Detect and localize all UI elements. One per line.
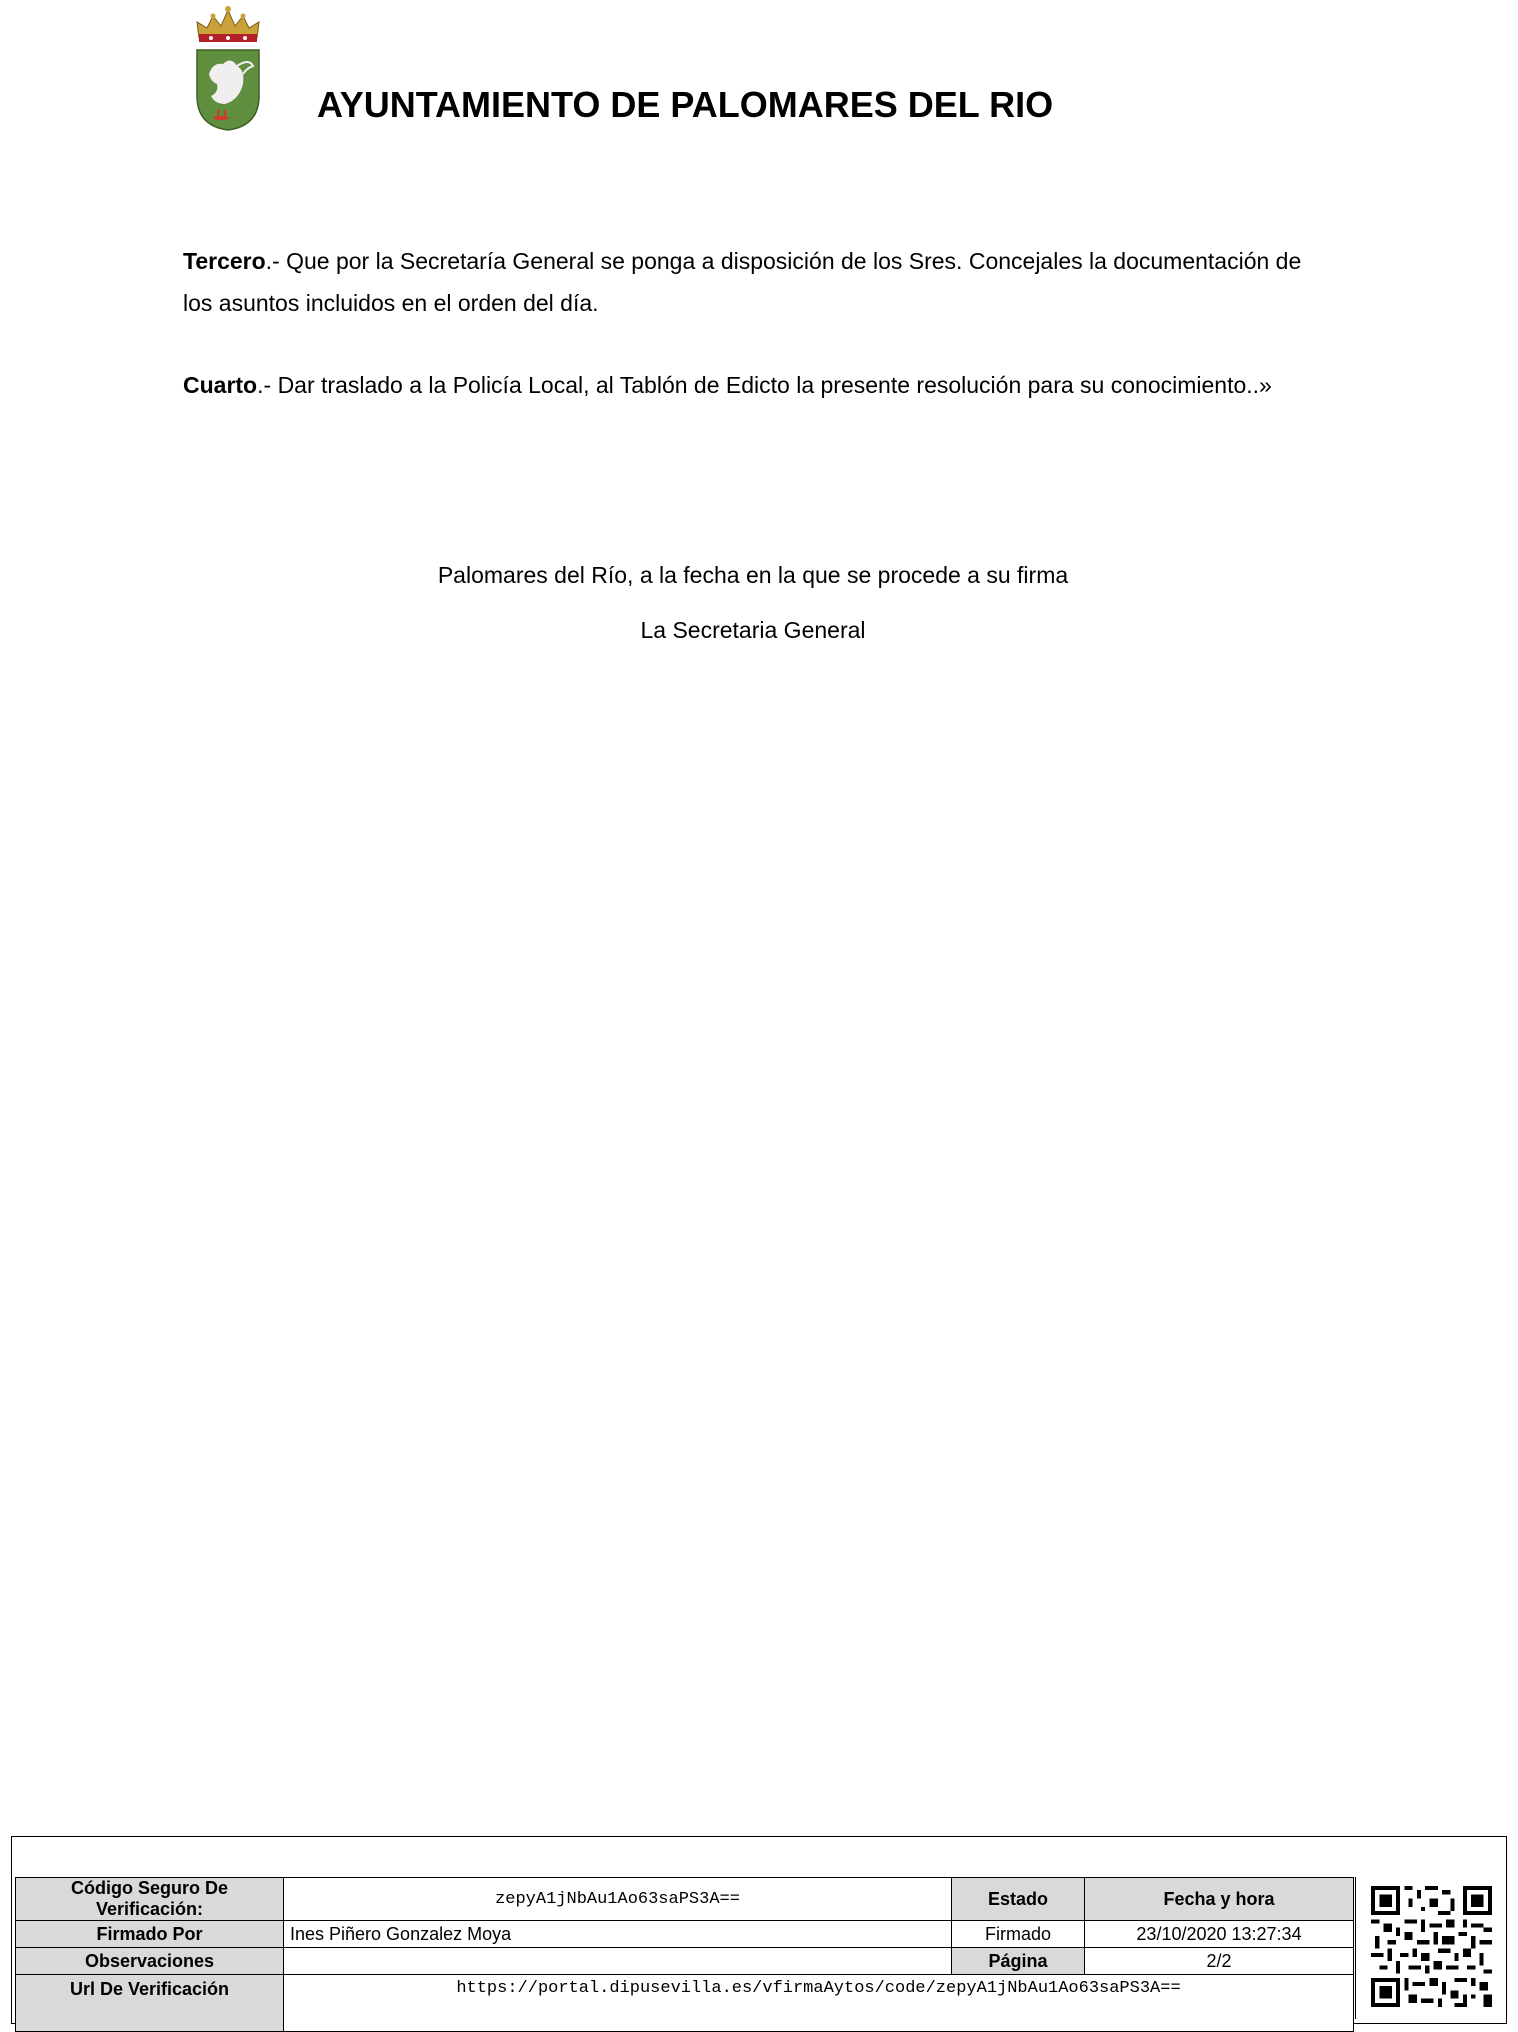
paragraph-tercero <box>183 240 1303 324</box>
closing-place-line: Palomares del Río, a la fecha en la que se procede a su firma <box>437 562 1069 588</box>
pagina-value: 2/2 <box>1085 1948 1354 1975</box>
municipal-crest-icon <box>191 4 265 132</box>
estado-value: Firmado <box>952 1921 1085 1948</box>
estado-label: Estado <box>952 1878 1085 1921</box>
firmado-label: Firmado Por <box>16 1921 284 1948</box>
paragraph-tercero-heading: Tercero <box>183 248 266 274</box>
fecha-label: Fecha y hora <box>1085 1878 1354 1921</box>
csv-value: zepyA1jNbAu1Ao63saPS3A== <box>284 1878 952 1921</box>
observaciones-label: Observaciones <box>16 1948 284 1975</box>
pagina-label: Página <box>952 1948 1085 1975</box>
signatory-title: La Secretaria General <box>640 617 866 643</box>
firmado-value: Ines Piñero Gonzalez Moya <box>284 1921 952 1948</box>
verification-table <box>15 1877 1354 2032</box>
verification-table-wrapper <box>15 1877 1354 2032</box>
organization-title: AYUNTAMIENTO DE PALOMARES DEL RIO <box>317 84 1054 125</box>
paragraph-cuarto-text: .- Dar traslado a la Policía Local, al Tablón de Edicto la presente resolución para su conocimiento..» <box>257 372 1272 398</box>
csv-label: Código Seguro De Verificación: <box>16 1878 284 1921</box>
paragraph-cuarto-heading: Cuarto <box>183 372 258 398</box>
verification-qr-code-icon <box>1371 1886 1492 2007</box>
observaciones-value <box>284 1948 952 1975</box>
url-label: Url De Verificación <box>16 1975 284 2032</box>
paragraph-tercero-text: .- Que por la Secretaría General se ponga a disposición de los Sres. Concejales la documentación de los asuntos incluidos en el orden del día. <box>183 248 1302 316</box>
paragraph-cuarto <box>183 364 1303 406</box>
fecha-value: 23/10/2020 13:27:34 <box>1085 1921 1354 1948</box>
url-value[interactable]: https://portal.dipusevilla.es/vfirmaAytos/code/zepyA1jNbAu1Ao63saPS3A== <box>284 1975 1354 2032</box>
